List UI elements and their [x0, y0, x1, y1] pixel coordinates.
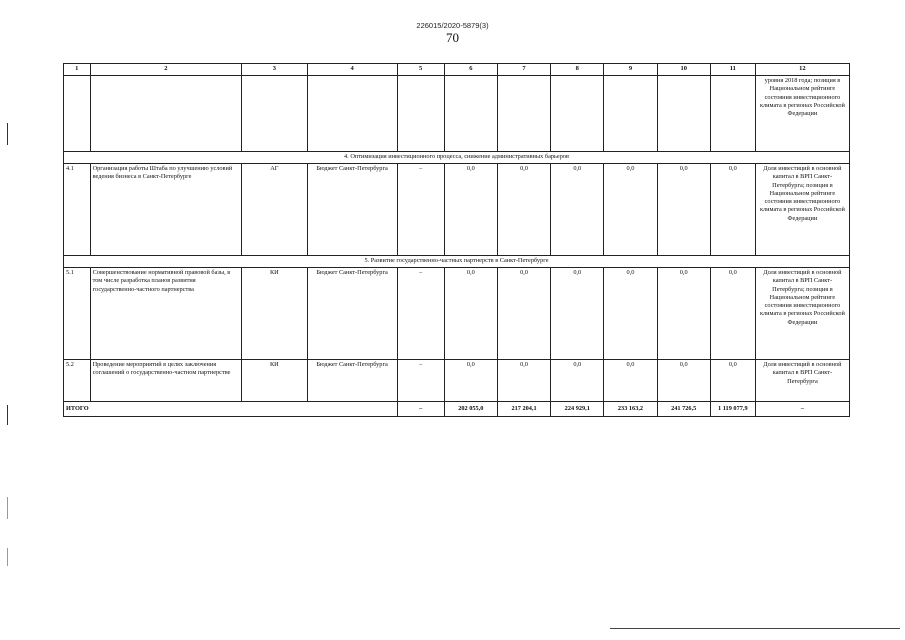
col-header-2: 2: [90, 64, 241, 76]
funding-source: Бюджет Санкт-Петербурга: [307, 360, 397, 402]
col-header-1: 1: [64, 64, 91, 76]
value-col-8: 0,0: [551, 360, 604, 402]
col-header-6: 6: [444, 64, 497, 76]
measure-name: Совершенствование нормативной правовой базы, в том числе разработка планов развития государственно-частного партнерства: [90, 268, 241, 360]
value-col-7: 0,0: [497, 360, 550, 402]
col-header-7: 7: [497, 64, 550, 76]
target-indicator: Доля инвестиций в основной капитал в ВРП Санкт-Петербурга; позиция в Национальном рейтинге состояния инвестиционного климата в регионах Российской Федерации: [755, 268, 849, 360]
section-5-title: 5. Развитие государственно-частных партнерств в Санкт-Петербурге: [64, 256, 850, 268]
value-col-9: 0,0: [604, 268, 657, 360]
value-col-11: 0,0: [710, 268, 755, 360]
value-col-5: –: [397, 164, 444, 256]
row-number: 5.2: [64, 360, 91, 402]
col-header-10: 10: [657, 64, 710, 76]
value-col-6: 0,0: [444, 164, 497, 256]
value-col-9: 0,0: [604, 360, 657, 402]
value-col-10: 0,0: [657, 164, 710, 256]
total-col-12: –: [755, 402, 849, 417]
section-4-title: 4. Оптимизация инвестиционного процесса, снижение административных барьеров: [64, 152, 850, 164]
value-col-8: 0,0: [551, 268, 604, 360]
measure-name: Организация работы Штаба по улучшению условий ведения бизнеса в Санкт-Петербурге: [90, 164, 241, 256]
funding-source: Бюджет Санкт-Петербурга: [307, 268, 397, 360]
total-col-6: 202 055,0: [444, 402, 497, 417]
total-col-7: 217 204,1: [497, 402, 550, 417]
value-col-5: –: [397, 268, 444, 360]
col-header-12: 12: [755, 64, 849, 76]
value-col-7: 0,0: [497, 164, 550, 256]
continuation-indicator: уровня 2018 года; позиция в Национальном рейтинге состояния инвестиционного климата в регионах Российской Федерации: [755, 76, 849, 152]
total-col-5: –: [397, 402, 444, 417]
target-indicator: Доля инвестиций в основной капитал в ВРП Санкт-Петербурга; позиция в Национальном рейтинге состояния инвестиционного климата в регионах Российской Федерации: [755, 164, 849, 256]
continuation-row: [64, 76, 850, 152]
total-col-10: 241 726,5: [657, 402, 710, 417]
col-header-11: 11: [710, 64, 755, 76]
table-row-5-1: [64, 268, 850, 360]
value-col-11: 0,0: [710, 164, 755, 256]
margin-mark: [7, 548, 8, 566]
col-header-5: 5: [397, 64, 444, 76]
value-col-10: 0,0: [657, 360, 710, 402]
page-number: 70: [446, 30, 459, 45]
table-row-4-1: [64, 164, 850, 256]
row-number: 4.1: [64, 164, 91, 256]
total-col-8: 224 929,1: [551, 402, 604, 417]
col-header-9: 9: [604, 64, 657, 76]
column-number-row: [64, 64, 850, 76]
col-header-3: 3: [242, 64, 308, 76]
section-5-row: [64, 256, 850, 268]
executor: КИ: [242, 268, 308, 360]
total-label: ИТОГО: [64, 402, 398, 417]
document-id: 226015/2020-5879(3): [416, 21, 489, 30]
margin-mark: [7, 123, 8, 145]
row-number: 5.1: [64, 268, 91, 360]
funding-source: Бюджет Санкт-Петербурга: [307, 164, 397, 256]
margin-mark: [7, 405, 8, 425]
value-col-6: 0,0: [444, 360, 497, 402]
value-col-5: –: [397, 360, 444, 402]
target-indicator: Доля инвестиций в основной капитал в ВРП Санкт-Петербурга: [755, 360, 849, 402]
table-row-5-2: [64, 360, 850, 402]
col-header-8: 8: [551, 64, 604, 76]
total-col-11: 1 119 077,9: [710, 402, 755, 417]
margin-mark: [7, 497, 8, 519]
executor: КИ: [242, 360, 308, 402]
col-header-4: 4: [307, 64, 397, 76]
executor: АГ: [242, 164, 308, 256]
value-col-7: 0,0: [497, 268, 550, 360]
total-row: [64, 402, 850, 417]
value-col-9: 0,0: [604, 164, 657, 256]
measure-name: Проведение мероприятий в целях заключения соглашений о государственно-частном партнерстве: [90, 360, 241, 402]
value-col-10: 0,0: [657, 268, 710, 360]
total-col-9: 233 163,2: [604, 402, 657, 417]
bottom-rule: [610, 628, 900, 629]
program-table: [63, 63, 850, 417]
value-col-11: 0,0: [710, 360, 755, 402]
value-col-8: 0,0: [551, 164, 604, 256]
section-4-row: [64, 152, 850, 164]
value-col-6: 0,0: [444, 268, 497, 360]
